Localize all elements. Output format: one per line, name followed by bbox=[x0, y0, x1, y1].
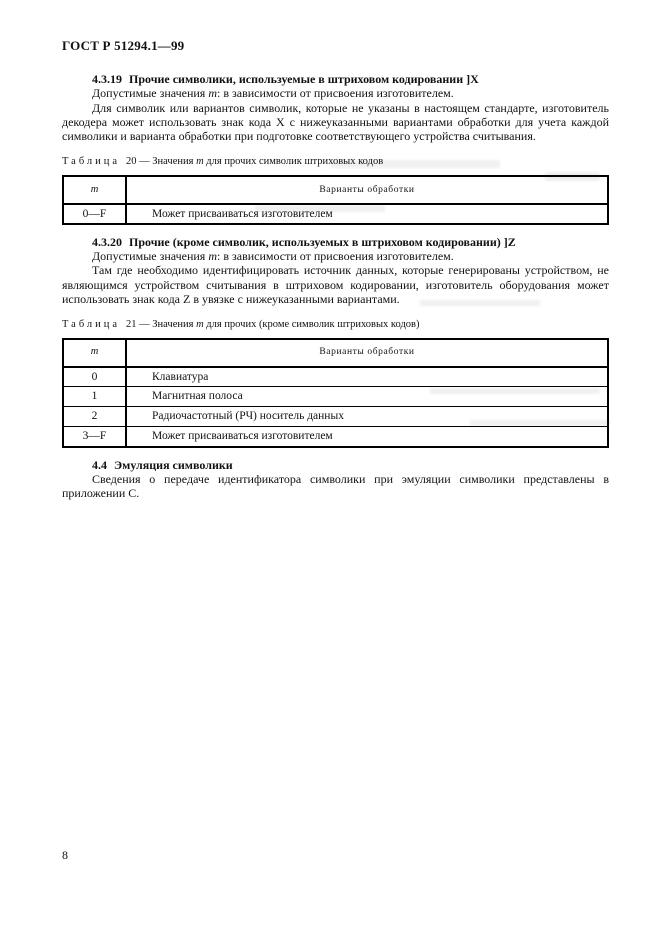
paragraph: Там где необходимо идентифицировать источник данных, которые генерированы устройством, не являющимся устройством считывания в штриховом кодировании, изготовитель оборудования может использовать знак кода Z в увязке с нижеуказанными вариантами. bbox=[62, 263, 609, 306]
paragraph-text: : в зависимости от присвоения изготовителем. bbox=[217, 249, 454, 264]
table20 bbox=[62, 175, 609, 225]
cell-variant: Клавиатура bbox=[126, 367, 608, 387]
table21-col-m: m bbox=[63, 339, 126, 367]
table21 bbox=[62, 338, 609, 448]
paragraph bbox=[62, 86, 609, 100]
table-row bbox=[63, 367, 608, 387]
paragraph-text: : в зависимости от присвоения изготовителем. bbox=[217, 86, 454, 101]
table-row bbox=[63, 204, 608, 224]
paragraph-text: Допустимые значения bbox=[92, 86, 206, 101]
section-number: 4.3.20 bbox=[92, 234, 122, 249]
m-symbol: m bbox=[196, 156, 204, 168]
cell-m: 1 bbox=[63, 387, 126, 407]
cell-m: 0—F bbox=[63, 204, 126, 224]
caption-text: для прочих (кроме символик штриховых кодов) bbox=[206, 319, 420, 331]
section-heading-4-3-20 bbox=[62, 235, 609, 249]
cell-variant: Может присваиваться изготовителем bbox=[126, 204, 608, 224]
table21-col-variants: Варианты обработки bbox=[126, 339, 608, 367]
table20-header-row bbox=[63, 176, 608, 204]
section-title: Эмуляция символики bbox=[114, 457, 233, 472]
m-symbol: m bbox=[208, 249, 217, 264]
caption-text: 21 — Значения bbox=[126, 319, 194, 331]
section-title: Прочие символики, используемые в штриховом кодировании ]X bbox=[129, 72, 479, 86]
table-row bbox=[63, 407, 608, 427]
page-content bbox=[62, 72, 609, 500]
paragraph-text: Допустимые значения bbox=[92, 249, 206, 264]
table21-header-row bbox=[63, 339, 608, 367]
caption-text: для прочих символик штриховых кодов bbox=[206, 156, 384, 168]
cell-m: 3—F bbox=[63, 427, 126, 447]
table20-col-m: m bbox=[63, 176, 126, 204]
paragraph: Для символик или вариантов символик, которые не указаны в настоящем стандарте, изготовитель декодера может использовать знак кода X с нижеуказанными вариантами обработки для учета каждой символики и варианта обработки при подготовке соответствующего устройства считывания. bbox=[62, 100, 609, 144]
section-number: 4.4 bbox=[92, 457, 107, 472]
page-number: 8 bbox=[62, 848, 68, 862]
caption-text: 20 — Значения bbox=[126, 156, 194, 168]
table20-caption bbox=[62, 155, 609, 169]
m-symbol: m bbox=[196, 319, 204, 331]
paragraph bbox=[62, 249, 609, 263]
table-row bbox=[63, 387, 608, 407]
section-heading-4-4 bbox=[62, 458, 609, 472]
doc-header: ГОСТ Р 51294.1—99 bbox=[62, 38, 185, 53]
cell-m: 0 bbox=[63, 367, 126, 387]
cell-variant: Может присваиваться изготовителем bbox=[126, 427, 608, 447]
m-symbol: m bbox=[208, 86, 217, 101]
table-row bbox=[63, 427, 608, 447]
table21-caption bbox=[62, 318, 609, 332]
cell-variant: Магнитная полоса bbox=[126, 387, 608, 407]
section-number: 4.3.19 bbox=[92, 72, 122, 86]
caption-word: Таблица bbox=[62, 319, 121, 331]
section-heading-4-3-19 bbox=[62, 72, 609, 86]
section-title: Прочие (кроме символик, используемых в штриховом кодировании) ]Z bbox=[129, 234, 516, 249]
paragraph: Сведения о передаче идентификатора символики при эмуляции символики представлены в приложении С. bbox=[62, 471, 609, 501]
table20-col-variants: Варианты обработки bbox=[126, 176, 608, 204]
cell-variant: Радиочастотный (РЧ) носитель данных bbox=[126, 407, 608, 427]
cell-m: 2 bbox=[63, 407, 126, 427]
caption-word: Таблица bbox=[62, 156, 121, 168]
